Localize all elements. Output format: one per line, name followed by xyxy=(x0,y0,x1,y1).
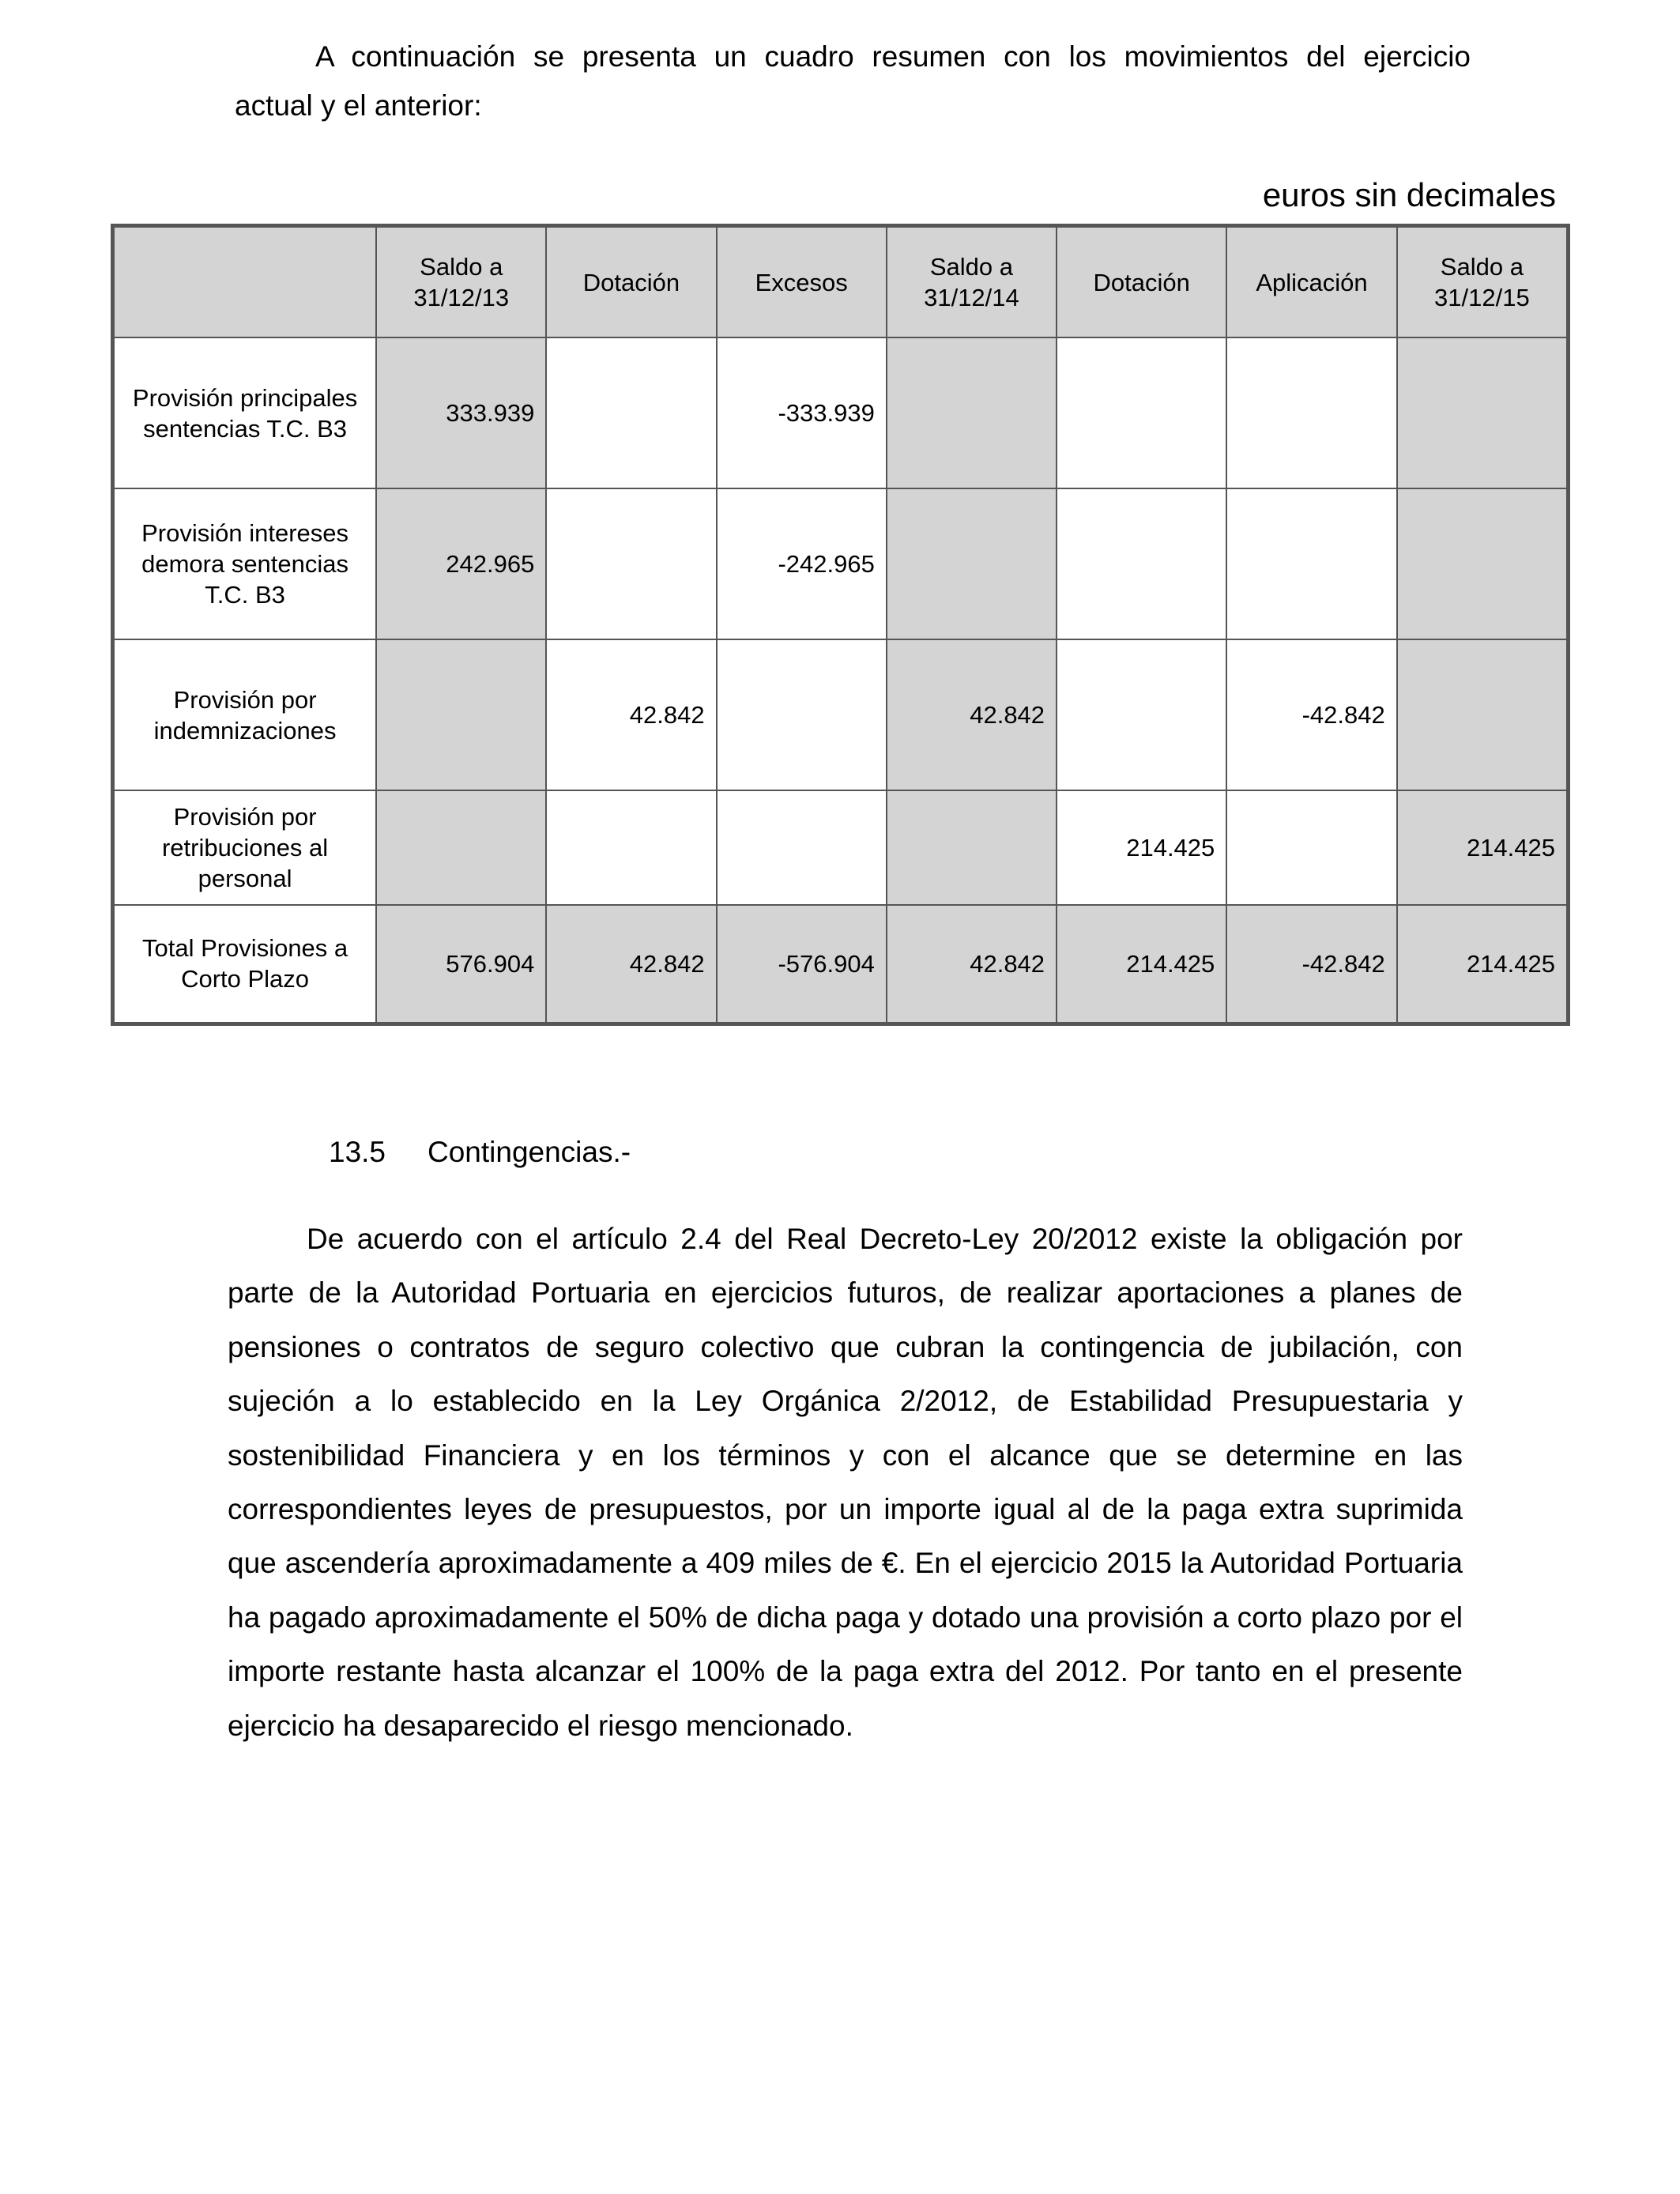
total-cell: 576.904 xyxy=(376,905,546,1023)
table-cell: 242.965 xyxy=(376,488,546,639)
row-label: Provisión por indemnizaciones xyxy=(113,639,377,790)
table-header-row xyxy=(113,226,1569,338)
table-cell: 42.842 xyxy=(887,639,1057,790)
intro-line-1 xyxy=(235,30,1471,84)
table-row xyxy=(113,337,1569,488)
header-cell: Dotación xyxy=(546,226,716,338)
table-cell xyxy=(717,790,887,905)
total-cell: -42.842 xyxy=(1226,905,1396,1023)
table-cell xyxy=(1226,790,1396,905)
table-cell xyxy=(546,790,716,905)
row-label: Provisión principales sentencias T.C. B3 xyxy=(113,337,377,488)
table-cell xyxy=(1057,337,1226,488)
table-cell xyxy=(546,488,716,639)
header-cell: Saldo a 31/12/14 xyxy=(887,226,1057,338)
intro-text-1: A continuación se presenta un cuadro resumen con los movimientos del ejercicio xyxy=(315,40,1471,73)
table-cell xyxy=(376,639,546,790)
table-cell: -242.965 xyxy=(717,488,887,639)
table-cell xyxy=(1397,639,1569,790)
total-cell: 42.842 xyxy=(546,905,716,1023)
total-cell: 214.425 xyxy=(1397,905,1569,1023)
total-cell: -576.904 xyxy=(717,905,887,1023)
table-cell xyxy=(376,790,546,905)
body-paragraph xyxy=(228,1212,1463,1753)
table-cell xyxy=(1226,337,1396,488)
table-cell xyxy=(1397,337,1569,488)
header-cell: Dotación xyxy=(1057,226,1226,338)
table-cell xyxy=(717,639,887,790)
section-number: 13.5 xyxy=(329,1136,386,1168)
table-cell xyxy=(1397,488,1569,639)
header-cell xyxy=(113,226,377,338)
table-row xyxy=(113,488,1569,639)
table-cell: 42.842 xyxy=(546,639,716,790)
table-cell: 333.939 xyxy=(376,337,546,488)
table-cell xyxy=(887,337,1057,488)
header-cell: Excesos xyxy=(717,226,887,338)
table-cell xyxy=(887,488,1057,639)
table-cell: 214.425 xyxy=(1397,790,1569,905)
header-cell: Saldo a 31/12/15 xyxy=(1397,226,1569,338)
table-cell xyxy=(887,790,1057,905)
total-label: Total Provisiones a Corto Plazo xyxy=(113,905,377,1023)
table-cell: -333.939 xyxy=(717,337,887,488)
table-cell xyxy=(1057,639,1226,790)
intro-line-2: actual y el anterior: xyxy=(235,89,482,122)
table-row xyxy=(113,639,1569,790)
table-cell xyxy=(1057,488,1226,639)
total-cell: 42.842 xyxy=(887,905,1057,1023)
total-cell: 214.425 xyxy=(1057,905,1226,1023)
header-cell: Aplicación xyxy=(1226,226,1396,338)
section-heading xyxy=(329,1129,631,1176)
units-note: euros sin decimales xyxy=(1262,176,1556,213)
header-cell: Saldo a 31/12/13 xyxy=(376,226,546,338)
table-cell xyxy=(1226,488,1396,639)
table-row xyxy=(113,790,1569,905)
table-cell: 214.425 xyxy=(1057,790,1226,905)
section-title: Contingencias.- xyxy=(428,1136,631,1168)
paragraph-text: De acuerdo con el artículo 2.4 del Real Decreto-Ley 20/2012 existe la obligación por parte de la Autoridad Portuaria en ejercicios futuros, de realizar aportaciones a planes de pensiones o contratos de seguro colectivo que cubran la contingencia de jubilación, con sujeción a lo establecido en la Ley Orgánica 2/2012, de Estabilidad Presupuestaria y sostenibilidad Financiera y en los términos y con el alcance que se determine en las correspondientes leyes de presupuestos, por un importe igual al de la paga extra suprimida que ascendería aproximadamente a 409 miles de €. En el ejercicio 2015 la Autoridad Portuaria ha pagado aproximadamente el 50% de dicha paga y dotado una provisión a corto plazo por el importe restante hasta alcanzar el 100% de la paga extra del 2012. Por tanto en el presente ejercicio ha desaparecido el riesgo mencionado. xyxy=(228,1223,1463,1742)
total-row xyxy=(113,905,1569,1023)
row-label: Provisión por retribuciones al personal xyxy=(113,790,377,905)
table-cell: -42.842 xyxy=(1226,639,1396,790)
provisions-table xyxy=(111,224,1570,1026)
table-cell xyxy=(546,337,716,488)
row-label: Provisión intereses demora sentencias T.C. B3 xyxy=(113,488,377,639)
